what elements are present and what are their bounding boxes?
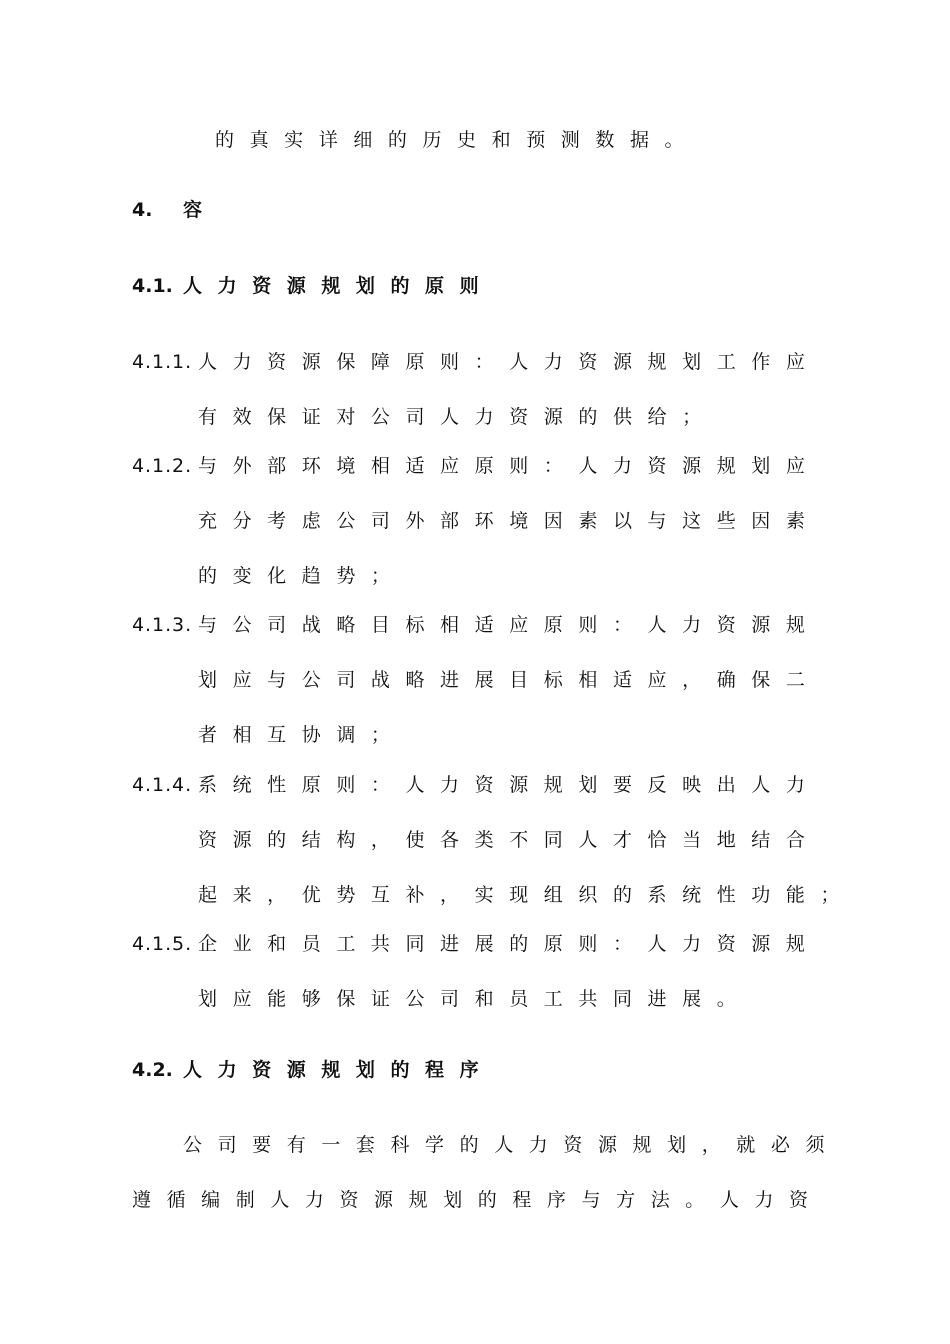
section-4-2-title: 人力资源规划的程序 [183,1059,495,1081]
item-4-1-4-number: 4.1.4. [132,774,193,796]
section-4-number: 4. [132,199,153,221]
item-4-1-1-number: 4.1.1. [132,351,193,373]
item-4-1-5-line-1: 企业和员工共同进展的原则：人力资源规 [198,933,821,955]
item-4-1-3-line-1: 与公司战略目标相适应原则：人力资源规 [198,614,821,636]
item-4-1-3-line-3: 者相互协调； [198,724,406,746]
item-4-1-1-line-1: 人力资源保障原则：人力资源规划工作应 [198,351,821,373]
item-4-1-4-line-3: 起来，优势互补，实现组织的系统性功能； [198,884,856,906]
paragraph-4-2-line-2: 遵循编制人力资源规划的程序与方法。人力资 [132,1189,824,1211]
item-4-1-2-line-2: 充分考虑公司外部环境因素以与这些因素 [198,510,821,532]
item-4-1-3-number: 4.1.3. [132,614,193,636]
section-4-1-title: 人力资源规划的原则 [183,275,495,297]
item-4-1-5-number: 4.1.5. [132,933,193,955]
item-4-1-2-line-1: 与外部环境相适应原则：人力资源规划应 [198,455,821,477]
item-4-1-4-line-1: 系统性原则：人力资源规划要反映出人力 [198,774,821,796]
item-4-1-1-line-2: 有效保证对公司人力资源的供给； [198,406,717,428]
item-4-1-3-line-2: 划应与公司战略进展目标相适应，确保二 [198,669,821,691]
item-4-1-2-line-3: 的变化趋势； [198,565,406,587]
item-4-1-5-line-2: 划应能够保证公司和员工共同进展。 [198,988,752,1010]
section-4-2-number: 4.2. [132,1059,173,1081]
intro-line: 的真实详细的历史和预测数据。 [215,129,700,151]
paragraph-4-2-line-1: 公司要有一套科学的人力资源规划，就必须 [183,1134,841,1156]
section-4-1-number: 4.1. [132,275,173,297]
item-4-1-2-number: 4.1.2. [132,455,193,477]
section-4-title: 容 [183,199,203,221]
item-4-1-4-line-2: 资源的结构，使各类不同人才恰当地结合 [198,829,821,851]
